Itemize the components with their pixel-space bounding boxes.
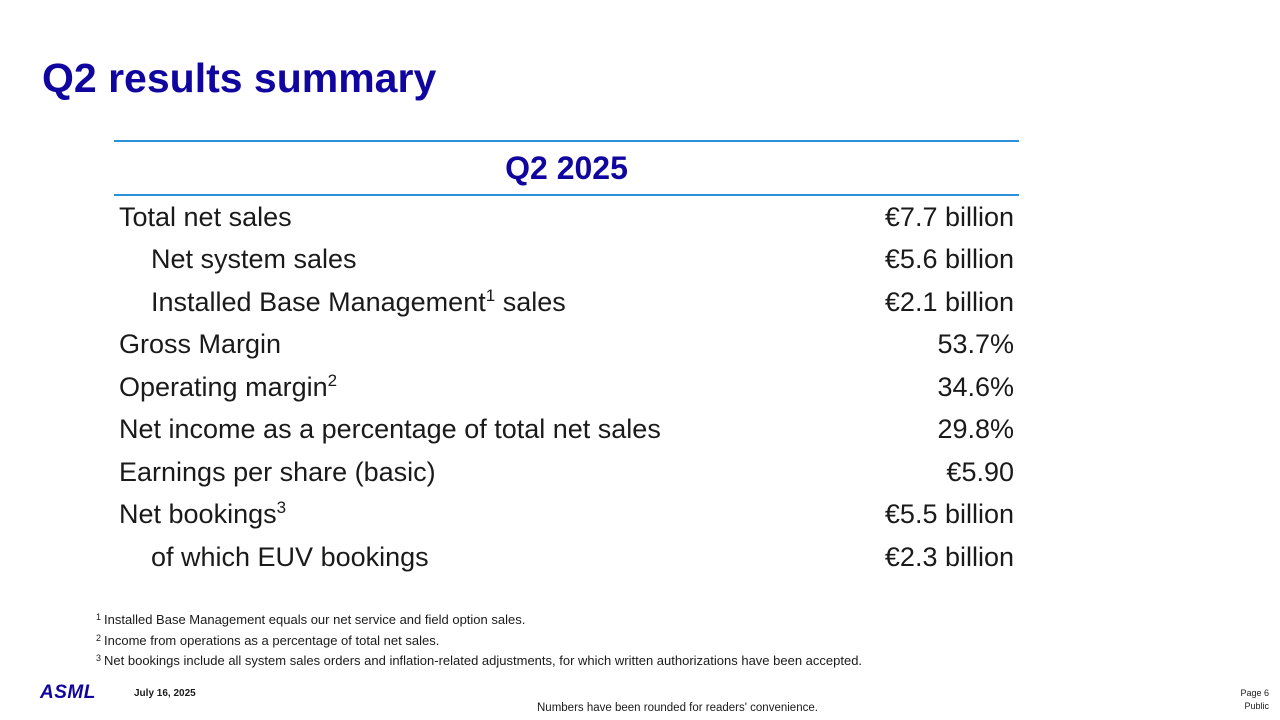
table-header: Q2 2025 xyxy=(505,149,628,186)
footnote-ref: 2 xyxy=(327,370,338,390)
row-label-text: Net bookings xyxy=(119,499,277,530)
footnote xyxy=(96,628,862,649)
row-value: 29.8% xyxy=(937,414,1014,445)
table-row-euv-bookings xyxy=(114,536,1019,579)
row-label: Net income as a percentage of total net sales xyxy=(119,414,661,445)
page-number: Page 6 xyxy=(1240,688,1269,698)
row-value: €2.3 billion xyxy=(884,541,1014,572)
page-title: Q2 results summary xyxy=(42,55,437,101)
table-row-net-bookings xyxy=(114,494,1019,537)
footnote-ref: 1 xyxy=(485,285,496,305)
table-row-net-income-percentage xyxy=(114,409,1019,452)
row-value: €5.90 xyxy=(946,456,1014,487)
footnote-mark: 3 xyxy=(96,653,102,663)
row-label: Earnings per share (basic) xyxy=(119,456,436,487)
row-value: €2.1 billion xyxy=(884,286,1014,317)
row-label: of which EUV bookings xyxy=(151,541,429,572)
row-value: 34.6% xyxy=(937,371,1014,402)
row-label-text: Operating margin xyxy=(119,371,328,402)
footnote-mark: 1 xyxy=(96,612,102,622)
row-label xyxy=(114,372,337,403)
results-table xyxy=(114,140,1019,579)
footnote-ref: 3 xyxy=(276,498,287,518)
row-label-text: Installed Base Management xyxy=(151,286,486,317)
row-label: Total net sales xyxy=(119,201,292,232)
asml-logo: ASML xyxy=(40,682,96,703)
footnote xyxy=(96,607,862,628)
footnote xyxy=(96,648,862,669)
row-value: €7.7 billion xyxy=(884,201,1014,232)
presentation-date: July 16, 2025 xyxy=(134,688,196,699)
row-value: €5.5 billion xyxy=(884,499,1014,530)
rounding-note: Numbers have been rounded for readers' convenience. xyxy=(537,702,818,714)
row-label xyxy=(114,499,286,530)
row-value: €5.6 billion xyxy=(884,244,1014,275)
footnote-text: Installed Base Management equals our net service and field option sales. xyxy=(104,612,526,627)
row-label-suffix: sales xyxy=(495,286,566,317)
table-row-earnings-per-share xyxy=(114,451,1019,494)
table-row-net-system-sales xyxy=(114,239,1019,282)
classification-label: Public xyxy=(1244,701,1269,711)
footnote-mark: 2 xyxy=(96,632,102,643)
row-label: Gross Margin xyxy=(119,329,282,360)
footnote-text: Income from operations as a percentage of total net sales. xyxy=(104,632,440,648)
table-row-operating-margin xyxy=(114,366,1019,409)
table-row-installed-base-management-sales xyxy=(114,281,1019,324)
table-row-gross-margin xyxy=(114,324,1019,367)
row-value: 53.7% xyxy=(937,329,1014,360)
footnote-text: Net bookings include all system sales orders and inflation-related adjustments, for which written authorizations have been accepted. xyxy=(104,653,863,668)
footnotes xyxy=(96,607,862,669)
row-label xyxy=(114,287,566,318)
table-row-total-net-sales xyxy=(114,196,1019,239)
row-label: Net system sales xyxy=(151,244,357,275)
